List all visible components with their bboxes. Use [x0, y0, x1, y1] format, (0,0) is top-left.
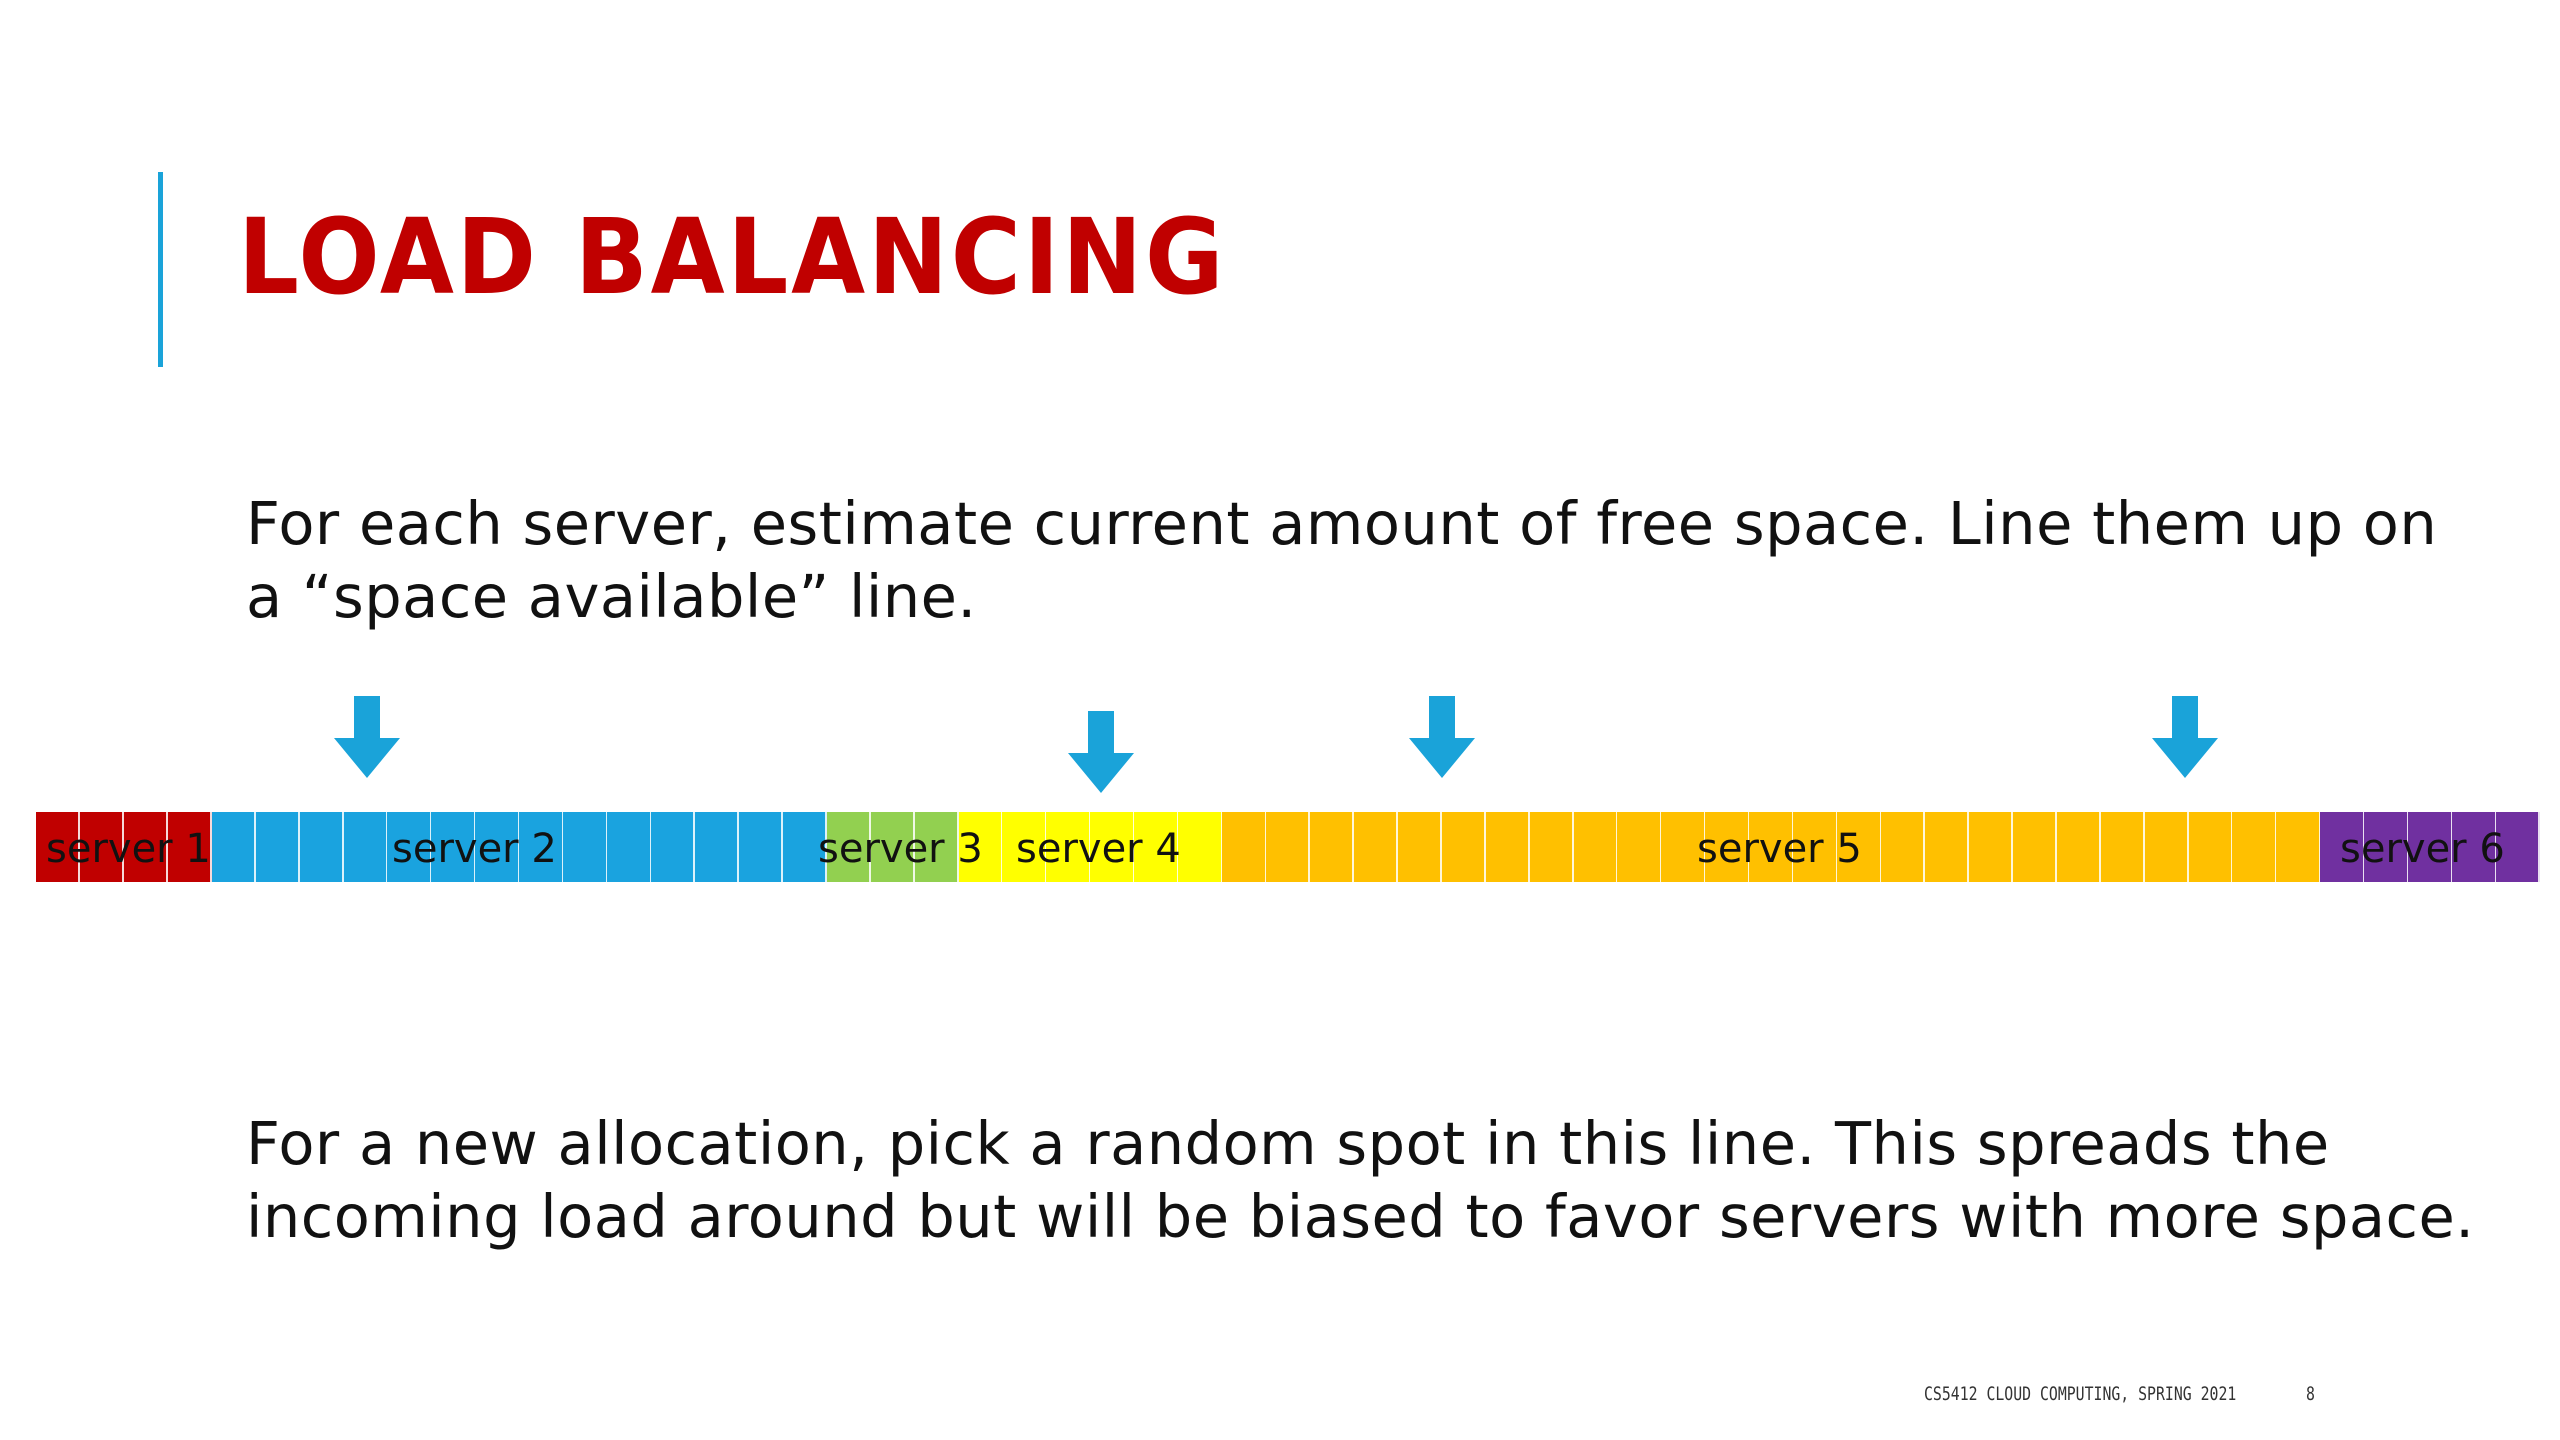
server-5-cell	[2276, 812, 2320, 882]
server-5-cell	[1442, 812, 1486, 882]
server-2-cell	[607, 812, 651, 882]
server-5-cell	[2189, 812, 2233, 882]
title-accent-bar	[158, 172, 163, 367]
paragraph-space-line: For each server, estimate current amount of free space. Line them up on a “space available” line.	[246, 489, 2438, 631]
server-5-cell	[1266, 812, 1310, 882]
server-5-cell	[1354, 812, 1398, 882]
arrow-down-icon	[332, 696, 402, 780]
server-label-5: server 5	[1697, 826, 1862, 872]
server-label-3: server 3	[818, 826, 983, 872]
footer-course: CS5412 CLOUD COMPUTING, SPRING 2021	[1924, 1383, 2237, 1405]
server-label-6: server 6	[2340, 826, 2505, 872]
server-5-cell	[1310, 812, 1354, 882]
server-2-cell	[695, 812, 739, 882]
server-2-cell	[300, 812, 344, 882]
server-5-cell	[1530, 812, 1574, 882]
paragraph-random-allocation: For a new allocation, pick a random spot in this line. This spreads the incoming load around but will be biased to favor servers with more space.	[246, 1109, 2475, 1251]
server-5-cell	[1925, 812, 1969, 882]
arrow-down-icon	[1066, 711, 1136, 795]
server-4-cell	[1178, 812, 1222, 882]
server-5-cell	[2232, 812, 2276, 882]
server-2-cell	[212, 812, 256, 882]
server-2-cell	[739, 812, 783, 882]
server-5-cell	[1222, 812, 1266, 882]
server-5-cell	[2101, 812, 2145, 882]
server-5-cell	[1969, 812, 2013, 882]
server-5-cell	[1881, 812, 1925, 882]
server-2-cell	[651, 812, 695, 882]
server-2-cell	[256, 812, 300, 882]
server-5-cell	[1574, 812, 1618, 882]
arrow-down-icon	[1407, 696, 1477, 780]
server-2-cell	[563, 812, 607, 882]
server-5-cell	[2145, 812, 2189, 882]
footer-page-number: 8	[2306, 1383, 2315, 1405]
slide-title: LOAD BALANCING	[238, 196, 1227, 318]
server-5-cell	[1617, 812, 1661, 882]
server-label-1: server 1	[46, 826, 211, 872]
server-5-cell	[2013, 812, 2057, 882]
server-5-cell	[1398, 812, 1442, 882]
arrow-down-icon	[2150, 696, 2220, 780]
server-2-cell	[344, 812, 388, 882]
server-5-cell	[1486, 812, 1530, 882]
server-label-2: server 2	[392, 826, 557, 872]
server-label-4: server 4	[1016, 826, 1181, 872]
server-5-cell	[2057, 812, 2101, 882]
